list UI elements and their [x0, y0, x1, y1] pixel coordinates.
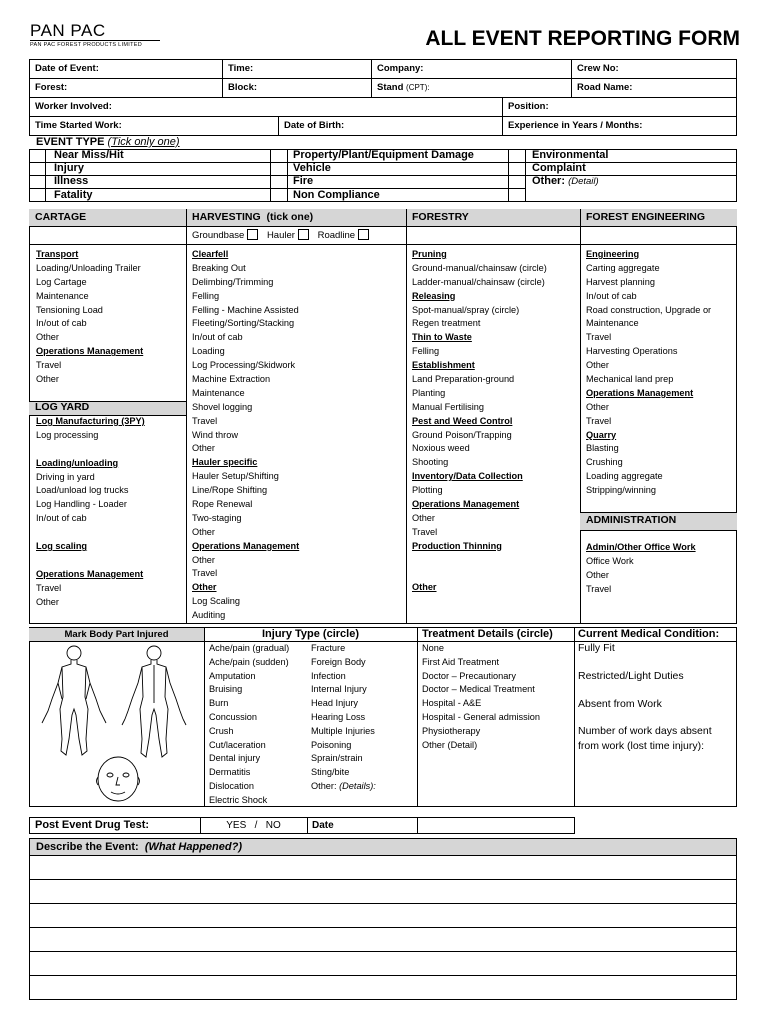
days-absent-field[interactable]: Number of work days absent from work (lost time injury): — [578, 725, 712, 752]
engineering-subheading: Operations Management — [586, 387, 694, 398]
harvesting-item[interactable]: Fleeting/Sorting/Stacking — [192, 318, 295, 329]
log-yard-item[interactable] — [36, 554, 145, 568]
forestry-item[interactable] — [412, 567, 547, 581]
harvesting-list — [192, 248, 299, 623]
forest-field[interactable]: Forest: — [35, 82, 68, 93]
stand-label: Stand — [377, 82, 404, 93]
injury-type-option[interactable]: Bruising — [209, 684, 243, 695]
harvest-method-options — [192, 229, 375, 241]
roadline-label: Roadline — [317, 230, 356, 241]
non-compliance-option[interactable]: Non Compliance — [293, 188, 380, 201]
forestry-item[interactable]: Ground-manual/chainsaw (circle) — [412, 262, 547, 273]
administration-item[interactable]: Other — [586, 569, 609, 580]
harvesting-item[interactable]: Maintenance — [192, 387, 245, 398]
harvesting-item[interactable]: Line/Rope Shifting — [192, 485, 268, 496]
block-field[interactable]: Block: — [228, 82, 258, 93]
harvesting-item[interactable]: Felling — [192, 290, 220, 301]
head-diagram — [97, 757, 140, 801]
cartage-item[interactable]: Log Cartage — [36, 276, 87, 287]
cartage-subheading: Transport — [36, 249, 79, 259]
restricted-duties-option[interactable]: Restricted/Light Duties — [578, 670, 684, 682]
engineering-item[interactable]: Loading aggregate — [586, 471, 663, 482]
injury-type-option[interactable]: Ache/pain (sudden) — [209, 656, 289, 667]
worker-involved-field[interactable]: Worker Involved: — [35, 101, 112, 112]
vehicle-option[interactable]: Vehicle — [293, 162, 331, 175]
forestry-subheading: Operations Management — [412, 499, 520, 510]
forestry-item[interactable]: Travel — [412, 526, 438, 537]
time-field[interactable]: Time: — [228, 63, 254, 74]
injury-type-option[interactable]: Hearing Loss — [311, 711, 366, 722]
harvesting-item[interactable]: Felling - Machine Assisted — [192, 304, 299, 315]
engineering-item[interactable]: Harvest planning — [586, 276, 655, 287]
cartage-item[interactable]: Maintenance — [36, 290, 89, 301]
event-type-label: EVENT TYPE — [36, 136, 105, 148]
drug-test-yes-no[interactable]: YES / NO — [226, 820, 281, 831]
forestry-item[interactable]: Noxious weed — [412, 443, 470, 454]
forestry-item[interactable]: Plotting — [412, 485, 443, 496]
engineering-item[interactable]: Harvesting Operations — [586, 346, 678, 357]
cartage-item[interactable]: Loading/Unloading Trailer — [36, 262, 141, 273]
forestry-item[interactable]: Shooting — [412, 457, 449, 468]
position-field[interactable]: Position: — [508, 101, 549, 112]
body-diagram[interactable] — [32, 643, 202, 805]
log-yard-item[interactable]: Driving in yard — [36, 471, 95, 482]
forestry-subheading: Inventory/Data Collection — [412, 471, 523, 482]
log-yard-item[interactable]: In/out of cab — [36, 513, 87, 524]
log-yard-item[interactable]: Load/unload log trucks — [36, 485, 129, 496]
harvesting-label: HARVESTING — [192, 211, 261, 223]
treatment-option[interactable]: Hospital - General admission — [422, 711, 540, 722]
cartage-item[interactable]: Other — [36, 374, 59, 385]
log-yard-item[interactable]: Log Handling - Loader — [36, 499, 127, 510]
other-detail: (Detail) — [568, 176, 599, 188]
harvesting-item[interactable]: Machine Extraction — [192, 374, 271, 385]
harvesting-item[interactable]: Loading — [192, 346, 225, 357]
injury-type-option[interactable]: Cut/laceration — [209, 739, 266, 750]
forestry-subheading: Releasing — [412, 290, 456, 301]
describe-event-heading — [36, 839, 242, 855]
experience-field[interactable]: Experience in Years / Months: — [508, 120, 643, 131]
injury-type-option[interactable]: Head Injury — [311, 698, 358, 709]
engineering-subheading: Quarry — [586, 429, 617, 440]
drug-test-label: Post Event Drug Test: — [35, 819, 150, 831]
log-yard-item[interactable]: Travel — [36, 582, 62, 593]
engineering-item[interactable]: Other — [586, 401, 609, 412]
cartage-item[interactable]: Other — [36, 332, 59, 343]
logo-text: PAN PAC — [30, 21, 106, 40]
harvesting-item[interactable]: Rope Renewal — [192, 499, 253, 510]
injury-type-option[interactable]: Sting/bite — [311, 767, 350, 778]
forestry-item[interactable]: Other — [412, 512, 435, 523]
harvesting-subheading: Operations Management — [192, 540, 300, 551]
harvesting-item[interactable]: Log Processing/Skidwork — [192, 360, 296, 371]
harvesting-heading — [186, 210, 313, 225]
harvesting-item[interactable]: Delimbing/Trimming — [192, 276, 274, 287]
injury-type-option[interactable]: Internal Injury — [311, 684, 367, 695]
harvesting-item[interactable]: Travel — [192, 568, 218, 579]
illness-option[interactable]: Illness — [54, 175, 89, 188]
describe-event-note: (What Happened?) — [144, 841, 242, 853]
log-yard-item[interactable] — [36, 526, 145, 540]
other-option[interactable] — [532, 175, 608, 188]
event-type-col3 — [532, 149, 608, 189]
treatment-option[interactable]: Other (Detail) — [422, 739, 478, 750]
forest-engineering-heading: FOREST ENGINEERING — [586, 211, 706, 223]
forest-engineering-list — [586, 248, 711, 498]
logo — [30, 22, 160, 50]
body-back-figure — [122, 646, 186, 757]
forestry-subheading: Pest and Weed Control — [412, 415, 513, 426]
engineering-item[interactable]: Travel — [586, 332, 612, 343]
forestry-subheading: Other — [412, 582, 437, 593]
crew-no-field[interactable]: Crew No: — [577, 63, 619, 74]
injury-type-option[interactable]: Dislocation — [209, 780, 254, 791]
forestry-item[interactable]: Felling — [412, 346, 440, 357]
log-yard-list — [36, 415, 145, 609]
engineering-item[interactable]: Blasting — [586, 443, 619, 454]
cartage-list — [36, 248, 143, 387]
engineering-item[interactable]: Other — [586, 360, 609, 371]
injury-type-option[interactable]: Crush — [209, 725, 234, 736]
treatment-option[interactable]: Hospital - A&E — [422, 698, 482, 709]
engineering-item[interactable]: Carting aggregate — [586, 262, 660, 273]
engineering-item[interactable]: Stripping/winning — [586, 485, 656, 496]
cartage-heading: CARTAGE — [35, 211, 87, 223]
log-yard-subheading: Loading/unloading — [36, 457, 119, 468]
engineering-item[interactable]: Crushing — [586, 457, 623, 468]
page-title: ALL EVENT REPORTING FORM — [425, 27, 740, 50]
injury-type-option[interactable]: Concussion — [209, 711, 258, 722]
roadline-checkbox[interactable] — [358, 229, 369, 240]
administration-item[interactable]: Travel — [586, 583, 612, 594]
event-type-col2 — [293, 149, 474, 202]
injury-type-option[interactable]: Infection — [311, 670, 346, 681]
event-type-heading — [36, 136, 180, 149]
forestry-item[interactable]: Manual Fertilising — [412, 401, 484, 412]
log-yard-subheading: Operations Management — [36, 568, 144, 579]
treatment-option[interactable]: First Aid Treatment — [422, 656, 500, 667]
forestry-item[interactable]: Planting — [412, 387, 446, 398]
complaint-option[interactable]: Complaint — [532, 162, 586, 175]
forestry-subheading: Establishment — [412, 360, 475, 371]
log-yard-subheading: Log Manufacturing (3PY) — [36, 416, 145, 426]
company-field[interactable]: Company: — [377, 63, 424, 74]
stand-note: (CPT): — [406, 83, 430, 92]
harvesting-item[interactable]: Other — [192, 526, 215, 537]
stand-field[interactable] — [371, 79, 430, 97]
drug-test-date-field[interactable] — [418, 818, 574, 833]
harvesting-item[interactable]: Other — [192, 554, 215, 565]
forestry-subheading: Thin to Waste — [412, 332, 472, 343]
log-yard-item[interactable] — [36, 443, 145, 457]
injury-type-header: Injury Type (circle) — [262, 628, 359, 640]
injury-type-option[interactable]: Electric Shock — [209, 794, 268, 805]
injury-option[interactable]: Injury — [54, 162, 84, 175]
fully-fit-option[interactable]: Fully Fit — [578, 642, 615, 654]
forestry-item[interactable]: Ground Poison/Trapping — [412, 429, 512, 440]
property-damage-option[interactable]: Property/Plant/Equipment Damage — [293, 149, 474, 161]
condition-header: Current Medical Condition: — [578, 628, 720, 640]
other-option-label: Other: — [532, 175, 565, 188]
harvesting-item[interactable]: Breaking Out — [192, 262, 246, 273]
forestry-list — [412, 248, 547, 595]
engineering-item[interactable]: Road construction, Upgrade or — [586, 304, 712, 315]
harvesting-subheading: Clearfell — [192, 249, 229, 259]
time-started-field[interactable]: Time Started Work: — [35, 120, 122, 131]
harvesting-item[interactable]: Shovel logging — [192, 401, 253, 412]
event-type-col1 — [54, 149, 124, 202]
treatment-option[interactable]: Physiotherapy — [422, 725, 481, 736]
near-miss-option[interactable]: Near Miss/Hit — [54, 149, 124, 161]
forestry-item[interactable] — [412, 554, 547, 568]
cartage-subheading: Operations Management — [36, 346, 144, 357]
cartage-item[interactable]: In/out of cab — [36, 318, 87, 329]
injury-type-option[interactable]: Dental injury — [209, 753, 261, 764]
harvesting-subheading: Other — [192, 582, 217, 593]
engineering-item[interactable]: Travel — [586, 415, 612, 426]
injury-type-option[interactable]: Foreign Body — [311, 656, 366, 667]
fatality-option[interactable]: Fatality — [54, 188, 93, 201]
treatment-option[interactable]: Doctor – Medical Treatment — [422, 684, 535, 695]
engineering-item[interactable]: Mechanical land prep — [586, 374, 674, 385]
date-of-event-field[interactable]: Date of Event: — [35, 63, 99, 74]
administration-list — [586, 541, 696, 597]
administration-subheading: Admin/Other Office Work — [586, 542, 696, 552]
cartage-item[interactable]: Travel — [36, 360, 62, 371]
treatment-header: Treatment Details (circle) — [422, 628, 553, 640]
harvesting-item[interactable]: Log Scaling — [192, 596, 241, 607]
harvesting-item[interactable]: Travel — [192, 415, 218, 426]
engineering-item[interactable]: Maintenance — [586, 318, 639, 329]
injury-type-list-2 — [311, 642, 376, 794]
hauler-label: Hauler — [266, 230, 295, 241]
log-yard-item[interactable]: Log processing — [36, 429, 99, 440]
engineering-item[interactable]: In/out of cab — [586, 290, 637, 301]
absent-option[interactable]: Absent from Work — [578, 698, 662, 710]
body-front-figure — [42, 646, 106, 755]
harvesting-item[interactable]: In/out of cab — [192, 332, 243, 343]
injury-type-option[interactable]: Fracture — [311, 643, 346, 653]
logo-subtitle: PAN PAC FOREST PRODUCTS LIMITED — [30, 40, 160, 49]
injury-type-option[interactable]: Other: (Details): — [311, 780, 376, 791]
forestry-item[interactable]: Land Preparation-ground — [412, 374, 515, 385]
cartage-item[interactable]: Tensioning Load — [36, 304, 103, 315]
fire-option[interactable]: Fire — [293, 175, 314, 188]
log-yard-subheading: Log scaling — [36, 541, 88, 552]
injury-type-option[interactable]: Dermatitis — [209, 767, 251, 778]
log-yard-heading: LOG YARD — [35, 401, 90, 413]
treatment-option[interactable]: Doctor – Precautionary — [422, 670, 516, 681]
harvesting-item[interactable]: Two-staging — [192, 512, 242, 523]
log-yard-item[interactable]: Other — [36, 596, 59, 607]
administration-heading: ADMINISTRATION — [586, 514, 677, 526]
drug-test-date-label: Date — [312, 820, 334, 831]
injury-other-details: (Details): — [339, 780, 376, 791]
forestry-item[interactable]: Ladder-manual/chainsaw (circle) — [412, 276, 545, 287]
injury-type-option[interactable]: Sprain/strain — [311, 753, 363, 764]
administration-item[interactable]: Office Work — [586, 555, 634, 566]
treatment-list — [422, 642, 540, 752]
harvesting-item[interactable]: Wind throw — [192, 429, 238, 440]
treatment-option[interactable]: None — [422, 643, 444, 653]
forestry-subheading: Production Thinning — [412, 540, 502, 551]
environmental-option[interactable]: Environmental — [532, 149, 609, 161]
injury-type-option[interactable]: Poisoning — [311, 739, 352, 750]
body-part-header: Mark Body Part Injured — [64, 629, 169, 640]
groundbase-label: Groundbase — [192, 230, 245, 241]
injury-type-list-1 — [209, 642, 289, 808]
engineering-subheading: Engineering — [586, 249, 640, 259]
forestry-subheading: Pruning — [412, 249, 447, 259]
harvesting-subheading: Hauler specific — [192, 457, 258, 468]
injury-type-option[interactable]: Amputation — [209, 670, 256, 681]
forestry-item[interactable]: Spot-manual/spray (circle) — [412, 304, 520, 315]
dob-field[interactable]: Date of Birth: — [284, 120, 345, 131]
describe-event-label: Describe the Event: — [36, 841, 139, 853]
road-name-field[interactable]: Road Name: — [577, 82, 633, 93]
harvesting-item[interactable]: Auditing — [192, 610, 226, 621]
harvesting-item[interactable]: Other — [192, 443, 215, 454]
forestry-heading: FORESTRY — [412, 211, 469, 223]
injury-type-option[interactable]: Multiple Injuries — [311, 725, 375, 736]
groundbase-checkbox[interactable] — [247, 229, 258, 240]
event-type-note: (Tick only one) — [107, 136, 180, 148]
harvesting-note: (tick one) — [266, 211, 314, 223]
injury-type-option[interactable]: Ache/pain (gradual) — [209, 643, 290, 653]
harvesting-item[interactable]: Hauler Setup/Shifting — [192, 471, 279, 482]
injury-type-option[interactable]: Burn — [209, 698, 229, 709]
forestry-item[interactable]: Regen treatment — [412, 318, 481, 329]
hauler-checkbox[interactable] — [298, 229, 309, 240]
